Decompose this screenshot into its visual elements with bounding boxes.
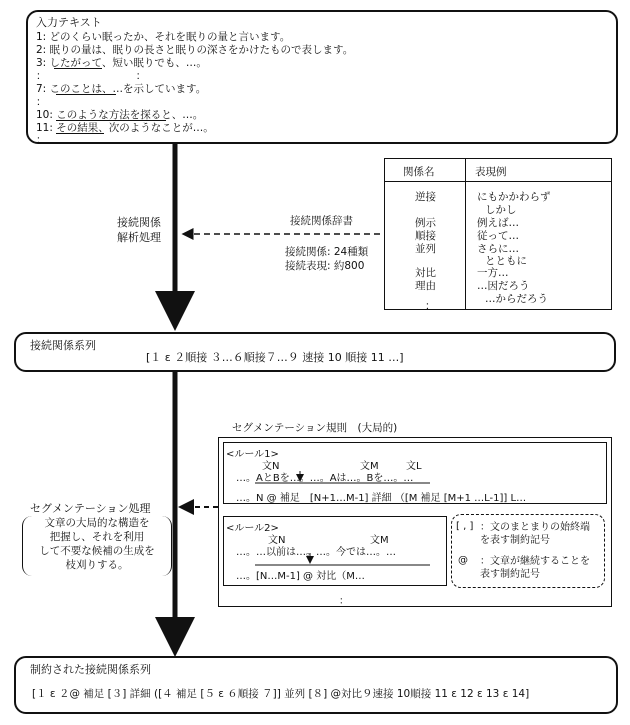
input-line-7: 7: このことは、…を示しています。: [36, 83, 207, 95]
relation-table-col-divider: [465, 159, 466, 309]
dictionary-stat-relations: 接続関係: 24種類: [285, 246, 369, 258]
input-line-11: 11: その結果、次のようなことが…。: [36, 122, 214, 134]
input-line-4: ： ：: [36, 70, 147, 82]
relation-example-7: 一方…: [477, 267, 509, 279]
relation-example-8: …因だろう: [477, 280, 530, 292]
input-line-3: 3: したがって、短い眠りでも、…。: [36, 57, 207, 69]
rule2-marker-m: 文M: [370, 535, 389, 546]
relation-example-6: とともに: [485, 255, 527, 267]
input-line-1: 1: どのくらい眠ったか、それを眠りの量と言います。: [36, 31, 291, 43]
relation-example-5: さらに…: [477, 243, 519, 255]
segmentation-desc-line4: 枝刈りする。: [65, 559, 129, 571]
relation-name-taihi: 対比: [415, 267, 436, 279]
analysis-label-line2: 解析処理: [117, 231, 161, 244]
relation-table-header-example: 表現例: [475, 166, 507, 178]
final-box-title: 制約された接続関係系列: [30, 663, 151, 676]
legend-text-bracket: ：文のまとまりの始終端を表す制約記号: [480, 522, 590, 546]
rule2-label: <ルール2>: [226, 523, 279, 534]
relation-name-reiji: 例示: [415, 217, 436, 229]
relation-example-2: しかし: [485, 204, 517, 216]
segmentation-title: セグメンテーション処理: [30, 502, 151, 515]
dictionary-stat-expressions: 接続表現: 約800: [285, 260, 365, 272]
dictionary-stats: [285, 245, 368, 273]
underline-konoyouna: [56, 120, 166, 121]
rule1-marker-n: 文N: [262, 461, 280, 472]
input-line-10: 10: このような方法を探ると、…。: [36, 109, 204, 121]
rule1-label: <ルール1>: [226, 449, 279, 460]
relation-name-riyuu: 理由: [415, 280, 436, 292]
segmentation-description: [22, 516, 172, 576]
rules-continuation: ：: [339, 596, 349, 607]
series-box-title: 接続関係系列: [30, 339, 96, 352]
input-line-end: ：: [36, 134, 47, 146]
legend-symbol-bracket: [ , ]: [456, 521, 474, 532]
rule1-marker-l: 文L: [406, 461, 422, 472]
relation-example-3: 例えば…: [477, 217, 519, 229]
rules-title: セグメンテーション規則 (大局的): [232, 422, 398, 434]
final-series-box: [14, 656, 618, 714]
segmentation-desc-line2: 把握し、それを利用: [49, 531, 145, 543]
segmentation-desc-line1: 文章の大局的な構造を: [44, 517, 150, 529]
analysis-label: [108, 215, 170, 245]
relation-name-junsetsu: 順接: [415, 230, 436, 242]
relation-table: [384, 158, 612, 310]
dictionary-title: 接続関係辞書: [290, 215, 353, 227]
rule1-text: …。AとBを…。…。Aは…。Bを…。…: [236, 473, 414, 484]
relation-table-header-name: 関係名: [403, 166, 435, 178]
rule1-result: …。N @ 補足 [N+1…M-1] 詳細 （[M 補足 [M+1 …L-1]] L…: [236, 493, 527, 504]
relation-name-heiretsu: 並列: [415, 243, 436, 255]
segmentation-desc-line3: して不要な候補の生成を: [39, 545, 155, 557]
input-box-title: 入力テキスト: [36, 16, 102, 29]
underline-shitagatte: [54, 68, 102, 69]
rules-frame: [218, 437, 612, 607]
legend-text-at: ：文章が継続することを表す制約記号: [480, 556, 590, 580]
final-box-content: [１ ε ２@ 補足 [３] 詳細 ([４ 補足 [５ ε ６順接 ７]] 並列 [８] @対比９速接 10順接 11 ε 12 ε 13 ε 14]: [32, 688, 530, 700]
relation-table-header-divider: [385, 181, 611, 182]
series-box-content: [１ ε ２順接 ３…６順接７…９ 速接 10 順接 11 …]: [146, 351, 404, 364]
rule2-text: …。…以前は…。…。今では…。…: [236, 547, 396, 558]
underline-konokotowa: [56, 94, 116, 95]
rule1-box: [223, 442, 607, 504]
relation-example-9: …からだろう: [485, 293, 548, 305]
relation-name-ellipsis: ：: [425, 300, 436, 312]
rule2-marker-n: 文N: [268, 535, 286, 546]
rule1-marker-m: 文M: [360, 461, 379, 472]
input-line-2: 2: 眠りの量は、眠りの長さと眠りの深さをかけたもので表します。: [36, 44, 354, 56]
input-line-ellipsis: ：: [36, 96, 47, 108]
rule2-result: …。[N…M-1] @ 対比（M…: [236, 571, 365, 582]
legend-box: [451, 514, 605, 588]
underline-sonokekka: [56, 133, 104, 134]
relation-example-4: 従って…: [477, 230, 519, 242]
analysis-label-line1: 接続関係: [117, 216, 161, 229]
rule2-box: [223, 516, 447, 586]
input-text-box: [26, 10, 618, 144]
relation-example-1: にもかかわらず: [477, 191, 551, 203]
legend-symbol-at: @: [458, 555, 468, 566]
connection-series-box: [14, 332, 616, 372]
relation-name-gyakusetsu: 逆接: [415, 191, 436, 203]
